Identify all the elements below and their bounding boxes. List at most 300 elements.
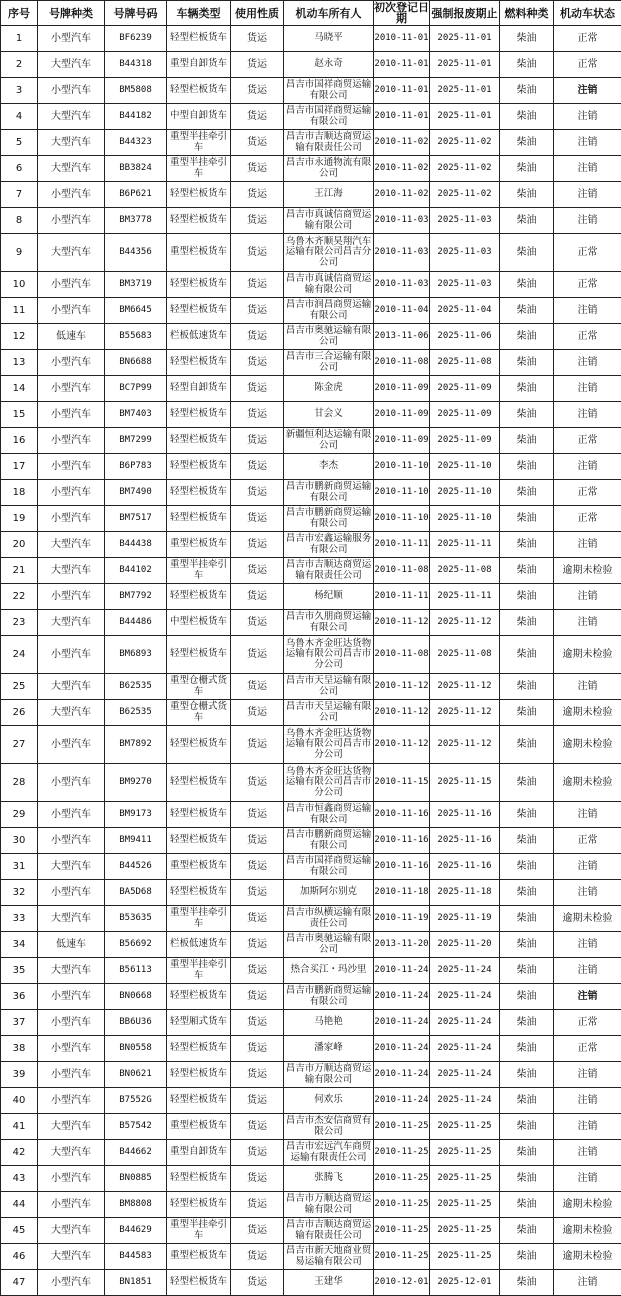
vehicle-type-cell: 轻型栏板货车 xyxy=(167,428,231,454)
scrap-date-cell: 2025-11-25 xyxy=(430,1114,500,1140)
usage-cell: 货运 xyxy=(231,906,284,932)
usage-cell: 货运 xyxy=(231,958,284,984)
status-cell: 注销 xyxy=(554,454,621,480)
plate-number-cell: BM7403 xyxy=(105,402,167,428)
plate-number-cell: BN0885 xyxy=(105,1166,167,1192)
index-cell: 16 xyxy=(1,428,38,454)
plate-number-cell: BM7299 xyxy=(105,428,167,454)
table-row xyxy=(1,610,621,636)
index-cell: 40 xyxy=(1,1088,38,1114)
plate-kind-cell: 大型汽车 xyxy=(38,156,105,182)
vehicle-type-cell: 重型栏板货车 xyxy=(167,532,231,558)
scrap-date-cell: 2025-11-03 xyxy=(430,272,500,298)
index-cell: 21 xyxy=(1,558,38,584)
status-cell: 正常 xyxy=(554,1036,621,1062)
scrap-date-cell: 2025-11-25 xyxy=(430,1218,500,1244)
usage-cell: 货运 xyxy=(231,376,284,402)
plate-kind-cell: 低速车 xyxy=(38,324,105,350)
status-cell: 正常 xyxy=(554,1010,621,1036)
plate-number-cell: BM9270 xyxy=(105,764,167,802)
status-cell: 逾期未检验 xyxy=(554,558,621,584)
index-cell: 14 xyxy=(1,376,38,402)
table-row xyxy=(1,480,621,506)
header-cell: 号牌种类 xyxy=(38,1,105,26)
plate-kind-cell: 低速车 xyxy=(38,932,105,958)
vehicle-type-cell: 轻型栏板货车 xyxy=(167,506,231,532)
scrap-date-cell: 2025-11-24 xyxy=(430,1088,500,1114)
usage-cell: 货运 xyxy=(231,1270,284,1296)
index-cell: 5 xyxy=(1,130,38,156)
fuel-cell: 柴油 xyxy=(500,350,554,376)
scrap-date-cell: 2025-11-12 xyxy=(430,610,500,636)
fuel-cell: 柴油 xyxy=(500,700,554,726)
plate-kind-cell: 大型汽车 xyxy=(38,674,105,700)
fuel-cell: 柴油 xyxy=(500,402,554,428)
status-cell: 注销 xyxy=(554,350,621,376)
plate-number-cell: BN6688 xyxy=(105,350,167,376)
plate-kind-cell: 大型汽车 xyxy=(38,700,105,726)
usage-cell: 货运 xyxy=(231,454,284,480)
index-cell: 11 xyxy=(1,298,38,324)
fuel-cell: 柴油 xyxy=(500,376,554,402)
vehicle-type-cell: 轻型栏板货车 xyxy=(167,726,231,764)
plate-number-cell: B53635 xyxy=(105,906,167,932)
plate-number-cell: B44323 xyxy=(105,130,167,156)
status-cell: 注销 xyxy=(554,1140,621,1166)
usage-cell: 货运 xyxy=(231,298,284,324)
status-cell: 注销 xyxy=(554,104,621,130)
header-cell: 号牌号码 xyxy=(105,1,167,26)
status-cell: 逾期未检验 xyxy=(554,906,621,932)
vehicle-type-cell: 轻型栏板货车 xyxy=(167,764,231,802)
index-cell: 12 xyxy=(1,324,38,350)
index-cell: 41 xyxy=(1,1114,38,1140)
plate-kind-cell: 大型汽车 xyxy=(38,906,105,932)
plate-number-cell: BM9173 xyxy=(105,802,167,828)
registration-date-cell: 2010-11-24 xyxy=(374,1010,430,1036)
usage-cell: 货运 xyxy=(231,234,284,272)
plate-kind-cell: 小型汽车 xyxy=(38,726,105,764)
status-cell: 注销 xyxy=(554,610,621,636)
fuel-cell: 柴油 xyxy=(500,880,554,906)
fuel-cell: 柴油 xyxy=(500,1088,554,1114)
table-row xyxy=(1,402,621,428)
registration-date-cell: 2010-11-01 xyxy=(374,78,430,104)
usage-cell: 货运 xyxy=(231,674,284,700)
plate-number-cell: B44526 xyxy=(105,854,167,880)
table-row xyxy=(1,182,621,208)
index-cell: 7 xyxy=(1,182,38,208)
table-body xyxy=(1,26,621,1296)
vehicle-type-cell: 轻型栏板货车 xyxy=(167,1036,231,1062)
status-cell: 正常 xyxy=(554,506,621,532)
registration-date-cell: 2010-11-03 xyxy=(374,208,430,234)
vehicle-type-cell: 栏板低速货车 xyxy=(167,324,231,350)
scrap-date-cell: 2025-11-15 xyxy=(430,764,500,802)
table-row xyxy=(1,1140,621,1166)
owner-cell: 张腾飞 xyxy=(284,1166,374,1192)
index-cell: 39 xyxy=(1,1062,38,1088)
fuel-cell: 柴油 xyxy=(500,958,554,984)
usage-cell: 货运 xyxy=(231,130,284,156)
table-row xyxy=(1,636,621,674)
scrap-date-cell: 2025-11-11 xyxy=(430,584,500,610)
status-cell: 正常 xyxy=(554,26,621,52)
plate-kind-cell: 大型汽车 xyxy=(38,1114,105,1140)
owner-cell: 乌鲁木齐顺昊翔汽车运输有限公司昌吉分公司 xyxy=(284,234,374,272)
plate-number-cell: BM5808 xyxy=(105,78,167,104)
status-cell: 正常 xyxy=(554,52,621,78)
usage-cell: 货运 xyxy=(231,402,284,428)
header-cell: 序号 xyxy=(1,1,38,26)
usage-cell: 货运 xyxy=(231,156,284,182)
status-cell: 注销 xyxy=(554,376,621,402)
owner-cell: 昌吉市润昌商贸运输有限公司 xyxy=(284,298,374,324)
table-row xyxy=(1,350,621,376)
table-row xyxy=(1,1244,621,1270)
owner-cell: 昌吉市奥驰运输有限公司 xyxy=(284,932,374,958)
fuel-cell: 柴油 xyxy=(500,1010,554,1036)
scrap-date-cell: 2025-11-08 xyxy=(430,350,500,376)
owner-cell: 昌吉市新天地商业贸易运输有限公司 xyxy=(284,1244,374,1270)
status-cell: 逾期未检验 xyxy=(554,1192,621,1218)
plate-number-cell: B44438 xyxy=(105,532,167,558)
fuel-cell: 柴油 xyxy=(500,558,554,584)
vehicle-type-cell: 轻型栏板货车 xyxy=(167,26,231,52)
registration-date-cell: 2013-11-20 xyxy=(374,932,430,958)
registration-date-cell: 2010-11-02 xyxy=(374,182,430,208)
registration-date-cell: 2010-11-11 xyxy=(374,584,430,610)
vehicle-type-cell: 中型栏板货车 xyxy=(167,610,231,636)
header-cell: 机动车所有人 xyxy=(284,1,374,26)
registration-date-cell: 2010-12-01 xyxy=(374,1270,430,1296)
table-row xyxy=(1,1218,621,1244)
scrap-date-cell: 2025-11-19 xyxy=(430,906,500,932)
registration-date-cell: 2010-11-16 xyxy=(374,828,430,854)
status-cell: 注销 xyxy=(554,208,621,234)
plate-number-cell: B55683 xyxy=(105,324,167,350)
plate-kind-cell: 小型汽车 xyxy=(38,454,105,480)
usage-cell: 货运 xyxy=(231,26,284,52)
plate-kind-cell: 大型汽车 xyxy=(38,130,105,156)
usage-cell: 货运 xyxy=(231,104,284,130)
fuel-cell: 柴油 xyxy=(500,156,554,182)
plate-number-cell: B44662 xyxy=(105,1140,167,1166)
status-cell: 正常 xyxy=(554,828,621,854)
status-cell: 注销 xyxy=(554,402,621,428)
plate-kind-cell: 大型汽车 xyxy=(38,1140,105,1166)
scrap-date-cell: 2025-11-16 xyxy=(430,828,500,854)
index-cell: 26 xyxy=(1,700,38,726)
fuel-cell: 柴油 xyxy=(500,480,554,506)
usage-cell: 货运 xyxy=(231,1114,284,1140)
status-cell: 注销 xyxy=(554,584,621,610)
vehicle-type-cell: 轻型栏板货车 xyxy=(167,1192,231,1218)
vehicle-type-cell: 重型半挂牵引车 xyxy=(167,558,231,584)
usage-cell: 货运 xyxy=(231,802,284,828)
scrap-date-cell: 2025-11-02 xyxy=(430,156,500,182)
index-cell: 35 xyxy=(1,958,38,984)
fuel-cell: 柴油 xyxy=(500,324,554,350)
registration-date-cell: 2010-11-25 xyxy=(374,1114,430,1140)
scrap-date-cell: 2025-11-04 xyxy=(430,298,500,324)
status-cell: 注销 xyxy=(554,532,621,558)
header-cell: 车辆类型 xyxy=(167,1,231,26)
vehicle-type-cell: 轻型栏板货车 xyxy=(167,480,231,506)
registration-date-cell: 2010-11-10 xyxy=(374,480,430,506)
status-cell: 逾期未检验 xyxy=(554,1218,621,1244)
plate-kind-cell: 小型汽车 xyxy=(38,78,105,104)
plate-number-cell: B62535 xyxy=(105,674,167,700)
scrap-date-cell: 2025-11-25 xyxy=(430,1244,500,1270)
vehicle-type-cell: 轻型栏板货车 xyxy=(167,584,231,610)
vehicle-type-cell: 重型半挂牵引车 xyxy=(167,156,231,182)
plate-kind-cell: 大型汽车 xyxy=(38,234,105,272)
owner-cell: 昌吉市国祥商贸运输有限公司 xyxy=(284,854,374,880)
vehicle-type-cell: 重型仓栅式货车 xyxy=(167,700,231,726)
vehicle-type-cell: 轻型栏板货车 xyxy=(167,182,231,208)
registration-date-cell: 2010-11-24 xyxy=(374,1062,430,1088)
index-cell: 34 xyxy=(1,932,38,958)
usage-cell: 货运 xyxy=(231,880,284,906)
plate-number-cell: BF6239 xyxy=(105,26,167,52)
table-row xyxy=(1,324,621,350)
scrap-date-cell: 2025-11-24 xyxy=(430,1062,500,1088)
usage-cell: 货运 xyxy=(231,1062,284,1088)
plate-kind-cell: 小型汽车 xyxy=(38,480,105,506)
owner-cell: 昌吉市宏鑫运输服务有限公司 xyxy=(284,532,374,558)
plate-kind-cell: 小型汽车 xyxy=(38,802,105,828)
registration-date-cell: 2010-11-25 xyxy=(374,1140,430,1166)
scrap-date-cell: 2025-11-01 xyxy=(430,104,500,130)
registration-date-cell: 2010-11-04 xyxy=(374,298,430,324)
table-row xyxy=(1,726,621,764)
vehicle-type-cell: 轻型栏板货车 xyxy=(167,1166,231,1192)
scrap-date-cell: 2025-11-02 xyxy=(430,182,500,208)
scrap-date-cell: 2025-11-24 xyxy=(430,1010,500,1036)
status-cell: 注销 xyxy=(554,78,621,104)
owner-cell: 昌吉市国祥商贸运输有限公司 xyxy=(284,104,374,130)
scrap-date-cell: 2025-11-06 xyxy=(430,324,500,350)
index-cell: 23 xyxy=(1,610,38,636)
index-cell: 10 xyxy=(1,272,38,298)
vehicle-type-cell: 轻型栏板货车 xyxy=(167,208,231,234)
index-cell: 4 xyxy=(1,104,38,130)
plate-number-cell: BN1851 xyxy=(105,1270,167,1296)
plate-kind-cell: 小型汽车 xyxy=(38,26,105,52)
owner-cell: 陈金虎 xyxy=(284,376,374,402)
table-row xyxy=(1,700,621,726)
owner-cell: 潘家峰 xyxy=(284,1036,374,1062)
vehicle-type-cell: 重型栏板货车 xyxy=(167,1114,231,1140)
registration-date-cell: 2010-11-08 xyxy=(374,350,430,376)
owner-cell: 乌鲁木齐金旺达货物运输有限公司昌吉市分公司 xyxy=(284,726,374,764)
scrap-date-cell: 2025-11-25 xyxy=(430,1166,500,1192)
usage-cell: 货运 xyxy=(231,764,284,802)
index-cell: 46 xyxy=(1,1244,38,1270)
vehicle-type-cell: 重型栏板货车 xyxy=(167,234,231,272)
fuel-cell: 柴油 xyxy=(500,1140,554,1166)
registration-date-cell: 2010-11-03 xyxy=(374,272,430,298)
table-row xyxy=(1,854,621,880)
plate-number-cell: BM7517 xyxy=(105,506,167,532)
index-cell: 32 xyxy=(1,880,38,906)
plate-kind-cell: 大型汽车 xyxy=(38,958,105,984)
scrap-date-cell: 2025-11-16 xyxy=(430,854,500,880)
registration-date-cell: 2010-11-18 xyxy=(374,880,430,906)
fuel-cell: 柴油 xyxy=(500,26,554,52)
owner-cell: 新疆恒利达运输有限公司 xyxy=(284,428,374,454)
usage-cell: 货运 xyxy=(231,350,284,376)
owner-cell: 杨纪顺 xyxy=(284,584,374,610)
plate-number-cell: BM7792 xyxy=(105,584,167,610)
plate-kind-cell: 小型汽车 xyxy=(38,1062,105,1088)
plate-number-cell: B57542 xyxy=(105,1114,167,1140)
scrap-date-cell: 2025-11-12 xyxy=(430,700,500,726)
usage-cell: 货运 xyxy=(231,428,284,454)
registration-date-cell: 2010-11-08 xyxy=(374,558,430,584)
plate-number-cell: BC7P99 xyxy=(105,376,167,402)
fuel-cell: 柴油 xyxy=(500,636,554,674)
plate-kind-cell: 小型汽车 xyxy=(38,984,105,1010)
registration-date-cell: 2010-11-25 xyxy=(374,1244,430,1270)
plate-number-cell: B56113 xyxy=(105,958,167,984)
owner-cell: 加斯阿尔别克 xyxy=(284,880,374,906)
fuel-cell: 柴油 xyxy=(500,1218,554,1244)
vehicle-type-cell: 轻型栏板货车 xyxy=(167,1062,231,1088)
registration-date-cell: 2010-11-02 xyxy=(374,130,430,156)
fuel-cell: 柴油 xyxy=(500,1270,554,1296)
status-cell: 注销 xyxy=(554,1062,621,1088)
fuel-cell: 柴油 xyxy=(500,52,554,78)
usage-cell: 货运 xyxy=(231,1088,284,1114)
plate-number-cell: B44629 xyxy=(105,1218,167,1244)
owner-cell: 昌吉市奥驰运输有限公司 xyxy=(284,324,374,350)
registration-date-cell: 2010-11-09 xyxy=(374,402,430,428)
usage-cell: 货运 xyxy=(231,828,284,854)
fuel-cell: 柴油 xyxy=(500,182,554,208)
status-cell: 注销 xyxy=(554,156,621,182)
usage-cell: 货运 xyxy=(231,506,284,532)
vehicle-type-cell: 轻型栏板货车 xyxy=(167,984,231,1010)
owner-cell: 昌吉市天呈运输有限公司 xyxy=(284,674,374,700)
table-row xyxy=(1,454,621,480)
vehicle-type-cell: 重型自卸货车 xyxy=(167,52,231,78)
usage-cell: 货运 xyxy=(231,610,284,636)
vehicle-type-cell: 重型自卸货车 xyxy=(167,1140,231,1166)
index-cell: 1 xyxy=(1,26,38,52)
owner-cell: 乌鲁木齐金旺达货物运输有限公司昌吉市分公司 xyxy=(284,636,374,674)
index-cell: 36 xyxy=(1,984,38,1010)
registration-date-cell: 2010-11-24 xyxy=(374,1088,430,1114)
plate-kind-cell: 小型汽车 xyxy=(38,636,105,674)
plate-kind-cell: 小型汽车 xyxy=(38,828,105,854)
registration-date-cell: 2010-11-25 xyxy=(374,1166,430,1192)
fuel-cell: 柴油 xyxy=(500,78,554,104)
vehicle-type-cell: 中型自卸货车 xyxy=(167,104,231,130)
vehicle-type-cell: 轻型栏板货车 xyxy=(167,272,231,298)
scrap-date-cell: 2025-11-25 xyxy=(430,1140,500,1166)
status-cell: 注销 xyxy=(554,130,621,156)
plate-number-cell: BA5D68 xyxy=(105,880,167,906)
scrap-date-cell: 2025-11-10 xyxy=(430,506,500,532)
usage-cell: 货运 xyxy=(231,1010,284,1036)
index-cell: 17 xyxy=(1,454,38,480)
usage-cell: 货运 xyxy=(231,636,284,674)
fuel-cell: 柴油 xyxy=(500,828,554,854)
owner-cell: 昌吉市天呈运输有限公司 xyxy=(284,700,374,726)
owner-cell: 乌鲁木齐金旺达货物运输有限公司昌吉市分公司 xyxy=(284,764,374,802)
plate-kind-cell: 大型汽车 xyxy=(38,1244,105,1270)
index-cell: 22 xyxy=(1,584,38,610)
plate-number-cell: BM7892 xyxy=(105,726,167,764)
status-cell: 注销 xyxy=(554,880,621,906)
plate-kind-cell: 大型汽车 xyxy=(38,104,105,130)
header-cell: 使用性质 xyxy=(231,1,284,26)
plate-number-cell: BB6U36 xyxy=(105,1010,167,1036)
fuel-cell: 柴油 xyxy=(500,854,554,880)
plate-kind-cell: 大型汽车 xyxy=(38,854,105,880)
plate-number-cell: BB3824 xyxy=(105,156,167,182)
plate-kind-cell: 小型汽车 xyxy=(38,376,105,402)
plate-number-cell: B62535 xyxy=(105,700,167,726)
owner-cell: 热合买江・玛沙里 xyxy=(284,958,374,984)
usage-cell: 货运 xyxy=(231,1166,284,1192)
index-cell: 19 xyxy=(1,506,38,532)
plate-number-cell: B44583 xyxy=(105,1244,167,1270)
usage-cell: 货运 xyxy=(231,1192,284,1218)
table-row xyxy=(1,376,621,402)
table-header-row xyxy=(1,1,621,26)
vehicle-type-cell: 重型半挂牵引车 xyxy=(167,130,231,156)
plate-kind-cell: 大型汽车 xyxy=(38,532,105,558)
registration-date-cell: 2010-11-11 xyxy=(374,532,430,558)
plate-number-cell: BN0668 xyxy=(105,984,167,1010)
plate-kind-cell: 小型汽车 xyxy=(38,1166,105,1192)
scrap-date-cell: 2025-11-11 xyxy=(430,532,500,558)
owner-cell: 昌吉市万顺达商贸运输有限公司 xyxy=(284,1062,374,1088)
fuel-cell: 柴油 xyxy=(500,1192,554,1218)
index-cell: 15 xyxy=(1,402,38,428)
table-row xyxy=(1,1270,621,1296)
plate-kind-cell: 小型汽车 xyxy=(38,584,105,610)
plate-number-cell: BN0621 xyxy=(105,1062,167,1088)
vehicle-type-cell: 轻型栏板货车 xyxy=(167,1088,231,1114)
plate-kind-cell: 小型汽车 xyxy=(38,1010,105,1036)
plate-kind-cell: 大型汽车 xyxy=(38,558,105,584)
status-cell: 注销 xyxy=(554,1114,621,1140)
owner-cell: 昌吉市永通物流有限公司 xyxy=(284,156,374,182)
index-cell: 47 xyxy=(1,1270,38,1296)
plate-kind-cell: 小型汽车 xyxy=(38,1192,105,1218)
plate-number-cell: BM3719 xyxy=(105,272,167,298)
fuel-cell: 柴油 xyxy=(500,906,554,932)
vehicle-type-cell: 轻型栏板货车 xyxy=(167,402,231,428)
index-cell: 9 xyxy=(1,234,38,272)
scrap-date-cell: 2025-11-12 xyxy=(430,726,500,764)
status-cell: 注销 xyxy=(554,958,621,984)
registration-date-cell: 2010-11-12 xyxy=(374,700,430,726)
plate-kind-cell: 小型汽车 xyxy=(38,272,105,298)
index-cell: 43 xyxy=(1,1166,38,1192)
plate-number-cell: BM6645 xyxy=(105,298,167,324)
fuel-cell: 柴油 xyxy=(500,454,554,480)
usage-cell: 货运 xyxy=(231,700,284,726)
fuel-cell: 柴油 xyxy=(500,1062,554,1088)
status-cell: 正常 xyxy=(554,480,621,506)
owner-cell: 昌吉市万顺达商贸运输有限公司 xyxy=(284,1192,374,1218)
plate-kind-cell: 小型汽车 xyxy=(38,298,105,324)
